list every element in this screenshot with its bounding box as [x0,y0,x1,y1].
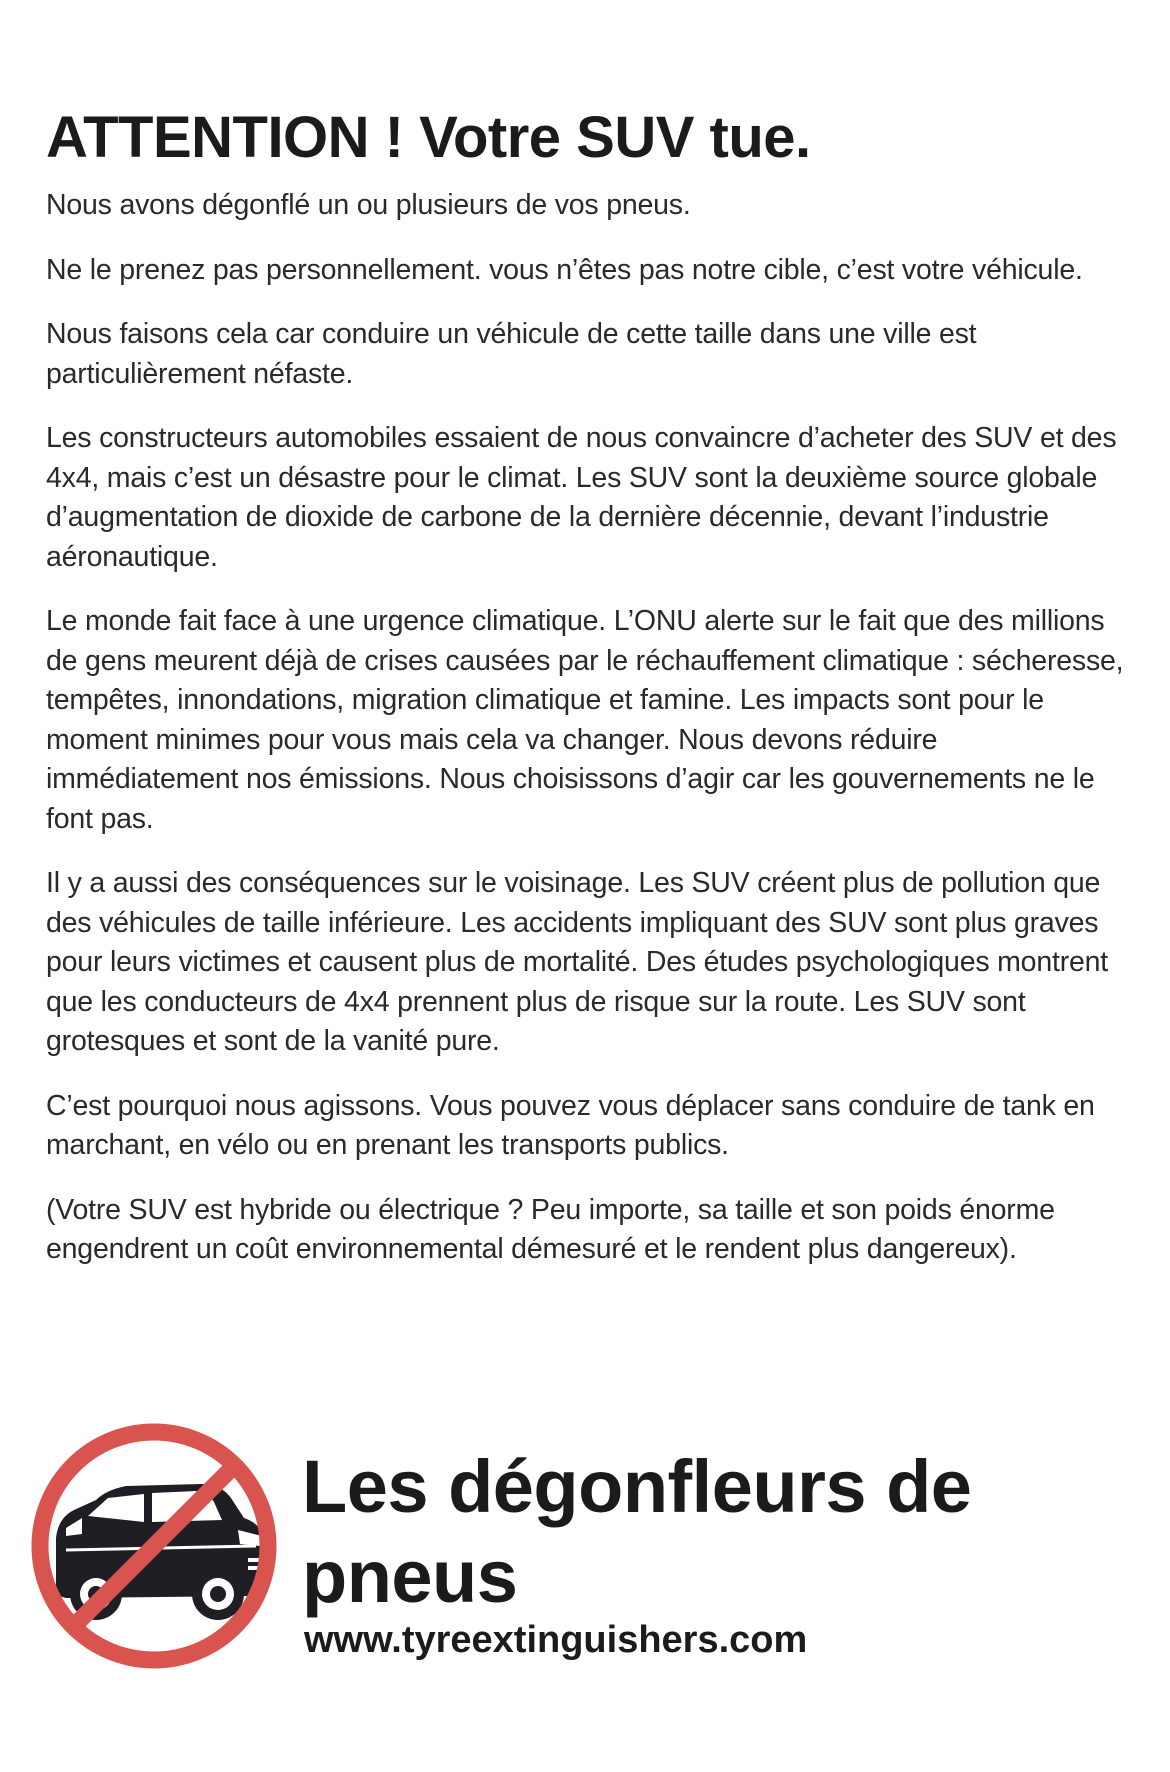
group-name: Les dégonfleurs de pneus [302,1445,972,1618]
leaflet-body [46,186,1126,1295]
suv-car-icon [56,1484,268,1620]
signature-block [26,1418,1146,1678]
paragraph: Nous faisons cela car conduire un véhicule de cette taille dans une ville est particulièrement néfaste. [46,318,977,390]
paragraph: Il y a aussi des conséquences sur le voisinage. Les SUV créent plus de pollution que des véhicules de taille inférieure. Les accidents impliquant des SUV sont plus graves pour leurs victimes et causent plus de mortalité. Des études psychologiques montrent que les conducteurs de 4x4 prennent plus de risque sur la route. Les SUV sont grotesques et sont de la vanité pure. [46,867,1108,1057]
paragraph: (Votre SUV est hybride ou électrique ? Peu importe, sa taille et son poids énorme engendrent un coût environnemental démesuré et le rendent plus dangereux). [46,1193,1055,1265]
paragraph: C’est pourquoi nous agissons. Vous pouvez vous déplacer sans conduire de tank en marchant, en vélo ou en prenant les transports publics. [46,1089,1095,1161]
paragraph: Ne le prenez pas personnellement. vous n’êtes pas notre cible, c’est votre véhicule. [46,253,1083,286]
website-link[interactable]: www.tyreextinguishers.com [304,1619,808,1661]
paragraph: Les constructeurs automobiles essaient de nous convaincre d’acheter des SUV et des 4x4, mais c’est un désastre pour le climat. Les SUV sont la deuxième source globale d’augmentation de dioxide de carbone de la dernière décennie, devant l’industrie aéronautique. [46,422,1117,573]
paragraph: Nous avons dégonflé un ou plusieurs de vos pneus. [46,189,691,221]
paragraph: Le monde fait face à une urgence climatique. L’ONU alerte sur le fait que des millions de gens meurent déjà de crises causées par le réchauffement climatique : sécheresse, tempêtes, innondations, migration climatique et famine. Les impacts sont pour le moment minimes pour vous mais cela va changer. Nous devons réduire immédiatement nos émissions. Nous choisissons d’agir car les gouvernements ne le font pas. [46,605,1124,835]
no-suv-prohibition-icon [26,1418,282,1674]
headline: ATTENTION ! Votre SUV tue. [46,105,811,170]
